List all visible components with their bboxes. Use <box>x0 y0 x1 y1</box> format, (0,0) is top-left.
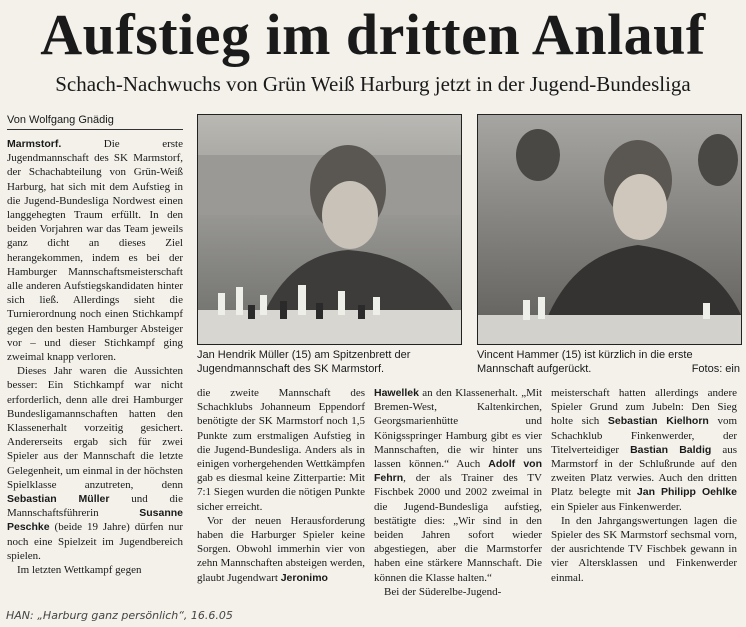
paragraph <box>7 563 183 577</box>
caption-text: Vincent Hammer (15) ist kürzlich in die erste Mannschaft aufgerückt. <box>477 349 693 375</box>
article-column-4 <box>551 386 737 585</box>
text: vom Schachklub Finkenwerder, der Titelverteidiger <box>551 415 738 456</box>
paragraph <box>197 386 365 514</box>
person-name: Jeronimo <box>280 571 328 584</box>
text: ein Spieler aus Finkenwerder. <box>551 500 682 513</box>
text: (beide 19 Jahre) dürfen nur noch eine Spielzeit im Jugendbereich spielen. <box>7 521 183 562</box>
text: Die erste Jugendmannschaft des SK Marmstorf, der Schachabteilung von Grün-Weiß Harburg, hat sich mit dem Aufstieg in die Jugend-Bundesliga Nordwest einen langgehegten Traum erfüllt. In den beiden Vorjahren war das Team jeweils ganz dicht an dieses Ziel herangekommen, indem es bei der Hamburger Mannschaftsmeisterschaft alle anderen Aufstiegskandidaten hinter sich ließ. Allerdings sieht die Turnierordnung noch einen Stichkampf gegen den besten Hamburger Absteiger vor – und dieser Stichkampf ging zweimal knapp verloren. <box>7 138 183 364</box>
article-column-3 <box>374 386 542 599</box>
person-name: Sebastian Kielhorn <box>607 415 709 428</box>
photo-credit: Fotos: ein <box>691 363 740 375</box>
article-column-1 <box>7 137 183 577</box>
headline: Aufstieg im dritten Anlauf <box>40 2 706 67</box>
text: Im letzten Wettkampf gegen <box>17 564 142 577</box>
text: Vor der neuen Herausforderung haben die Harburger Spieler keine Sorgen. Obwohl immerhin vier von zehn Mannschaften absteigen werden, glaubt Jugendwart <box>197 514 365 584</box>
dateline: Marmstorf. <box>7 138 62 150</box>
text: , der als Trainer des TV Fischbek 2000 und 2002 zweimal in die Jugend-Bundesliga aufstieg, bestätigte dies: „Wir sind in den beiden Jahren sofort wieder abgestiegen, aber die Marmstorfer haben eine stärkere Mannschaft. Die können die Klasse halten.“ <box>374 472 542 584</box>
chess-photo-1 <box>197 114 462 345</box>
person-name: Sebastian Müller <box>7 493 110 506</box>
person-name: Jan Philipp Oehlke <box>636 486 737 499</box>
paragraph <box>551 386 737 514</box>
text: und die Mannschaftsführerin <box>7 493 183 520</box>
photo-image <box>198 115 461 344</box>
person-name: Bastian Baldig <box>630 443 712 456</box>
handwritten-note: HAN: „Harburg ganz persönlich“, 16.6.05 <box>6 609 233 622</box>
photo-caption-1: Jan Hendrik Müller (15) am Spitzenbrett der Jugendmannschaft des SK Marmstorf. <box>197 349 411 375</box>
text: Bei der Süderelbe-Jugend- <box>384 585 502 598</box>
paragraph <box>7 137 183 364</box>
article-column-2 <box>197 386 365 585</box>
text: die zweite Mannschaft des Schachklubs Johanneum Eppendorf benötigte der SK Marmstorf noch 1,5 Punkte zum erstmaligen Aufstieg in die Jugend-Bundesliga. Anders als in einigen vorhergehenden Wettkämpfen gab es diesmal keine Zitterpartie: Mit 7:1 Siegen wurden die nötigen Punkte sicher erreicht. <box>197 387 365 513</box>
text: meisterschaft hatten allerdings andere Spieler Grund zum Jubeln: Den Sieg holte sich <box>551 387 737 428</box>
photo-caption-2 <box>477 348 740 376</box>
paragraph <box>7 364 183 563</box>
text: In den Jahrgangswertungen lagen die Spieler des SK Marmstorf sechsmal vorn, der ausrichtende TV Fischbek gewann in vier Altersklassen und Finkenwerder einmal. <box>551 514 737 584</box>
paragraph <box>197 514 365 585</box>
subheadline: Schach-Nachwuchs von Grün Weiß Harburg jetzt in der Jugend-Bundesliga <box>55 72 691 96</box>
paragraph <box>374 386 542 585</box>
text: Dieses Jahr waren die Aussichten besser: Ein Stichkampf war nicht erforderlich, denn alle drei Hamburger Bundesligamannschaften hatten den Klassenerhalt vorzeitig gesichert. Andererseits ergab sich für zwei Spieler aus der Mannschaft die letzte Gelegenheit, um einmal in der höchsten Spielklasse anzutreten, denn <box>7 365 183 491</box>
paragraph <box>374 585 542 599</box>
person-name: Susanne Peschke <box>7 507 183 534</box>
photo-image <box>478 115 741 344</box>
byline: Von Wolfgang Gnädig <box>7 113 183 130</box>
text: an den Klassenerhalt. „Mit Bremen-West, Kaltenkirchen, Georgsmarienhütte und Königsspringer Hamburg gibt es vier Mannschaften, die wir hinter uns lassen können.“ Auch <box>374 387 542 471</box>
chess-photo-2 <box>477 114 742 345</box>
person-name: Hawellek <box>374 387 419 399</box>
text: aus Marmstorf in der Schlußrunde auf den zweiten Platz verwies. Auch den dritten Platz belegte mit <box>551 443 737 499</box>
person-name: Adolf von Fehrn <box>374 458 542 485</box>
paragraph <box>551 514 737 585</box>
